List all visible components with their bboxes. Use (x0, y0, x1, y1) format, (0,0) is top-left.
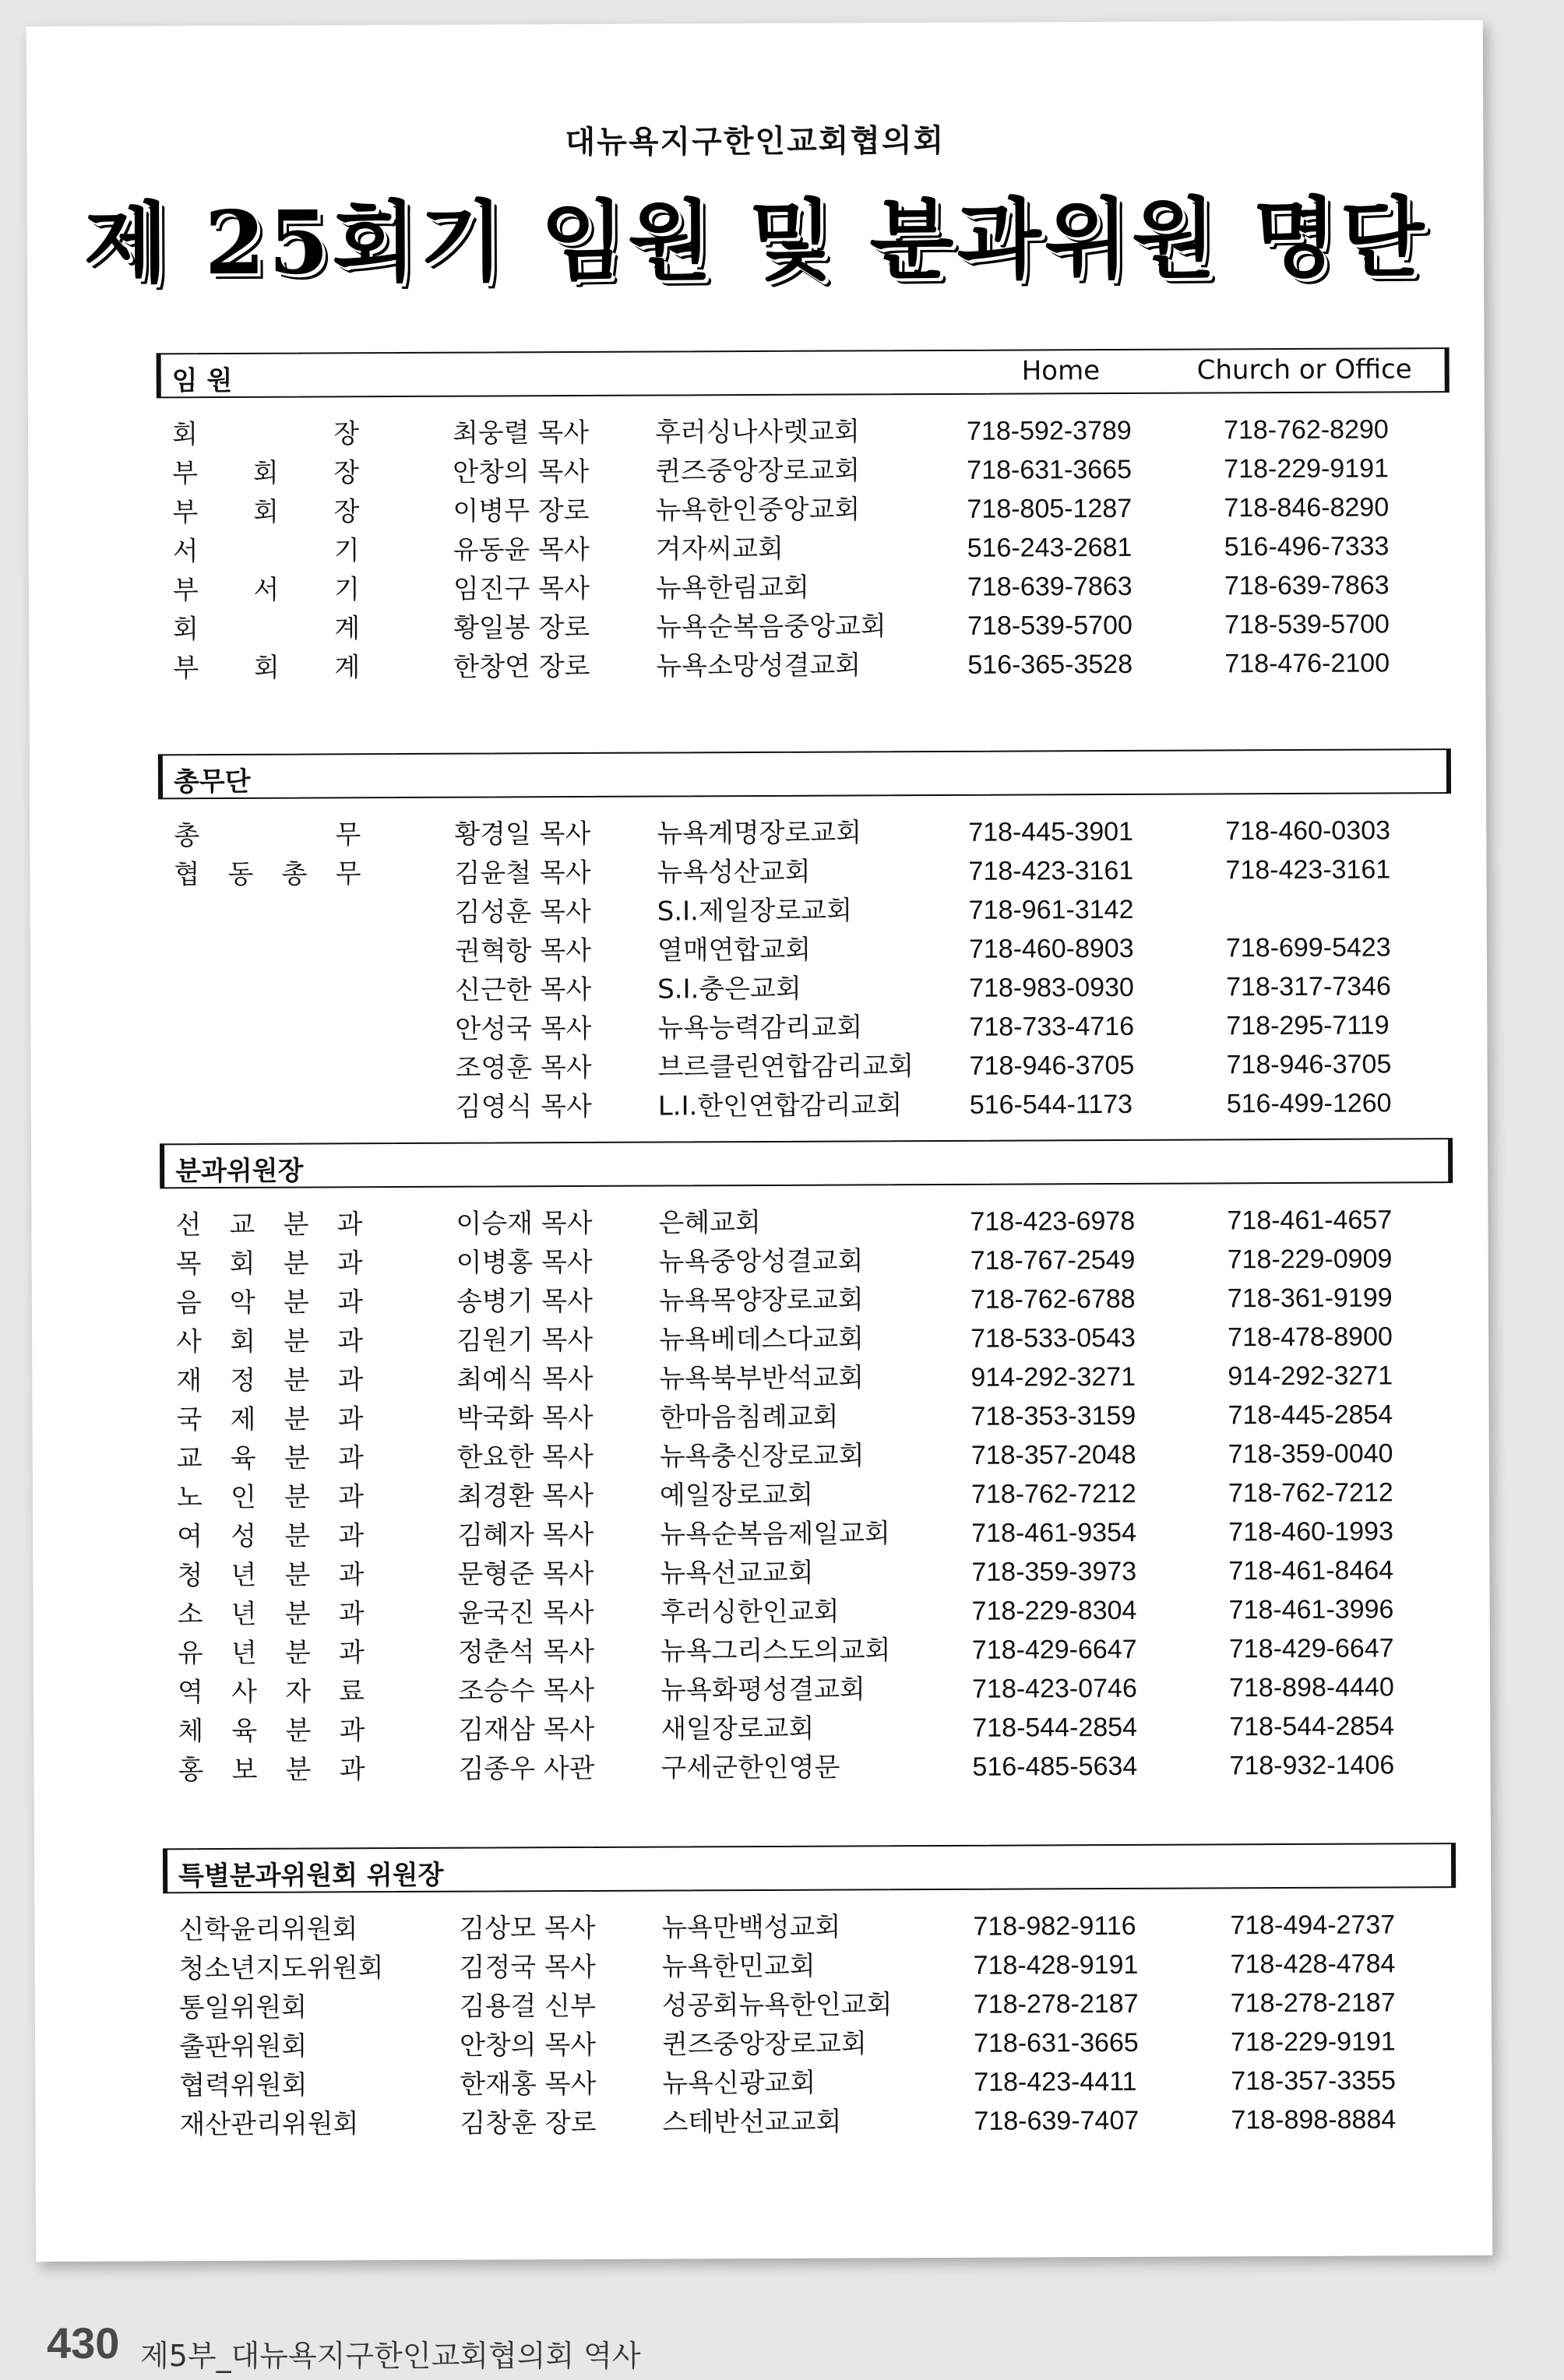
role-label (175, 1088, 362, 1089)
office-phone: 718-229-9191 (1224, 453, 1390, 484)
office-phone: 718-639-7863 (1224, 570, 1390, 601)
office-phone: 718-539-5700 (1224, 609, 1390, 640)
home-phone: 718-631-3665 (973, 2027, 1139, 2058)
office-phone: 718-428-4784 (1230, 1949, 1396, 1980)
office-phone: 718-429-6647 (1228, 1633, 1394, 1664)
table-row (160, 1278, 1453, 1322)
page-number: 430 (47, 2318, 120, 2368)
person-name: 김성훈 목사 (454, 896, 591, 928)
church-name: 퀸즈중앙장로교회 (661, 2028, 867, 2061)
person-name: 정춘석 목사 (457, 1635, 594, 1668)
table-row (162, 1745, 1455, 1790)
person-name: 김종우 사관 (458, 1752, 595, 1785)
role-label (174, 932, 361, 933)
person-name: 문형준 목사 (457, 1558, 594, 1590)
church-name: L.I.한인연합감리교회 (657, 1090, 903, 1122)
person-name: 한요한 목사 (456, 1441, 594, 1473)
office-phone: 718-494-2737 (1230, 1910, 1396, 1941)
section-3 (160, 1138, 1456, 1790)
office-phone: 718-846-8290 (1224, 492, 1390, 523)
office-phone: 718-361-9199 (1227, 1283, 1393, 1314)
role-label (174, 893, 361, 894)
church-name: 은혜교회 (658, 1206, 761, 1239)
role-label: 협 동 총 무 (174, 858, 361, 891)
role-label: 재 정 분 과 (176, 1364, 364, 1397)
office-phone: 718-946-3705 (1226, 1049, 1392, 1080)
home-phone: 718-961-3142 (968, 894, 1134, 925)
column-header-office: Church or Office (1196, 354, 1412, 386)
home-phone: 718-631-3665 (967, 454, 1132, 485)
person-name: 조영훈 목사 (455, 1051, 592, 1084)
church-name: 뉴욕순복음중앙교회 (656, 611, 886, 643)
role-label: 청소년지도위원회 (178, 1952, 384, 1985)
church-name: 뉴욕만백성교회 (661, 1911, 841, 1944)
table-row (162, 1706, 1455, 1751)
table-row (159, 889, 1452, 933)
table-row (162, 1628, 1455, 1673)
person-name: 김재삼 목사 (458, 1713, 595, 1746)
church-name: 퀸즈중앙장로교회 (655, 455, 861, 488)
church-name: 브르클린연합감리교회 (657, 1051, 914, 1083)
home-phone: 914-292-3271 (970, 1361, 1136, 1392)
role-label (174, 1049, 361, 1050)
church-name: 뉴욕화평성결교회 (660, 1674, 865, 1706)
role-label: 홍 보 분 과 (178, 1754, 365, 1787)
church-name: 구세군한인영문 (660, 1752, 840, 1784)
person-name: 조승수 목사 (457, 1674, 595, 1707)
church-name: 뉴욕계명장로교회 (657, 817, 862, 850)
section-title: 분과위원장 (175, 1155, 304, 1188)
home-phone: 718-733-4716 (969, 1011, 1135, 1042)
role-label: 부 회 장 (172, 496, 360, 529)
office-phone: 718-229-0909 (1227, 1244, 1393, 1275)
home-phone: 516-365-3528 (967, 649, 1133, 680)
table-row (158, 811, 1451, 855)
office-phone: 718-461-8464 (1228, 1555, 1394, 1586)
table-row (164, 2061, 1457, 2105)
home-phone: 718-533-0543 (970, 1322, 1136, 1354)
organization-name: 대뉴욕지구한인교회협의회 (565, 122, 946, 161)
role-label (174, 1010, 361, 1011)
table-row (159, 1044, 1452, 1089)
table-row (164, 2022, 1457, 2066)
person-name: 최예식 목사 (456, 1363, 594, 1396)
home-phone: 718-983-0930 (969, 972, 1134, 1003)
role-label: 협력위원회 (179, 2069, 308, 2102)
home-phone: 718-278-2187 (973, 1988, 1139, 2019)
table-row (160, 1083, 1453, 1128)
office-phone: 718-476-2100 (1224, 648, 1390, 679)
person-name: 임진구 목사 (453, 572, 590, 605)
person-name: 신근한 목사 (455, 973, 592, 1006)
church-name: 뉴욕충신장로교회 (659, 1440, 865, 1473)
church-name: 뉴욕선교교회 (660, 1557, 814, 1590)
section-title: 임 원 (171, 364, 233, 397)
person-name: 이병홍 목사 (456, 1246, 593, 1279)
church-name: 후러싱나사렛교회 (654, 416, 860, 449)
table-row (159, 966, 1452, 1011)
section-title: 총무단 (173, 766, 251, 798)
church-name: 뉴욕베데스다교회 (659, 1323, 864, 1356)
table-row (159, 1005, 1452, 1050)
role-label: 서 기 (172, 535, 360, 568)
person-name: 김윤철 목사 (454, 857, 591, 889)
home-phone: 718-592-3789 (966, 415, 1132, 446)
person-name: 최경환 목사 (456, 1480, 594, 1512)
person-name: 박국화 목사 (456, 1402, 594, 1435)
home-phone: 516-544-1173 (969, 1089, 1133, 1120)
church-name: 뉴욕북부반석교회 (659, 1362, 865, 1395)
church-name: 새일장로교회 (660, 1713, 815, 1745)
role-label: 신학윤리위원회 (178, 1914, 358, 1946)
church-name: 뉴욕한림교회 (655, 572, 810, 604)
home-phone: 718-423-4411 (974, 2066, 1137, 2097)
role-label: 선 교 분 과 (175, 1209, 363, 1241)
office-phone: 718-478-8900 (1228, 1322, 1393, 1353)
office-phone: 718-898-8884 (1231, 2104, 1397, 2135)
table-row (157, 488, 1450, 532)
church-name: 한마음침례교회 (659, 1401, 839, 1434)
office-phone: 718-762-8290 (1223, 414, 1389, 445)
person-name: 송병기 목사 (456, 1285, 594, 1318)
table-row (158, 850, 1451, 894)
person-name: 유동윤 목사 (453, 533, 590, 566)
office-phone: 718-229-9191 (1230, 2026, 1396, 2058)
office-phone: 718-295-7119 (1226, 1010, 1390, 1041)
table-row (161, 1473, 1454, 1517)
church-name: 뉴욕중앙성결교회 (658, 1245, 864, 1278)
home-phone: 718-460-8903 (968, 933, 1134, 964)
section-header (160, 1138, 1453, 1188)
office-phone: 718-423-3161 (1225, 854, 1391, 885)
table-row (157, 526, 1450, 571)
role-label: 역 사 자 료 (177, 1676, 365, 1709)
church-name: S.I.충은교회 (657, 973, 801, 1005)
role-label: 사 회 분 과 (176, 1326, 364, 1358)
home-phone: 718-229-8304 (971, 1595, 1137, 1626)
home-phone: 718-982-9116 (973, 1910, 1136, 1942)
section-4 (163, 1843, 1457, 2144)
table-row (160, 1395, 1453, 1439)
table-row (164, 1983, 1457, 2027)
role-label: 부 회 장 (172, 457, 360, 490)
home-phone: 718-429-6647 (971, 1634, 1137, 1665)
role-label: 회 장 (171, 418, 360, 451)
role-label: 유 년 분 과 (177, 1637, 365, 1670)
table-row (161, 1551, 1454, 1595)
home-phone: 718-544-2854 (972, 1712, 1138, 1743)
table-row (164, 1944, 1457, 1988)
person-name: 김정국 목사 (459, 1951, 596, 1984)
church-name: 겨자씨교회 (655, 533, 784, 565)
home-phone: 718-639-7407 (974, 2105, 1140, 2136)
table-row (157, 604, 1450, 649)
office-phone: 718-278-2187 (1230, 1987, 1396, 2019)
home-phone: 516-485-5634 (972, 1751, 1138, 1782)
office-phone: 718-932-1406 (1229, 1750, 1395, 1781)
role-label: 목 회 분 과 (175, 1248, 363, 1280)
office-phone: 718-445-2854 (1228, 1399, 1393, 1431)
office-phone: 718-762-7212 (1228, 1477, 1393, 1509)
page-title: 제 25회기 임원 및 분과위원 명단 (83, 187, 1428, 295)
role-label: 출판위원회 (178, 2030, 308, 2063)
role-label: 부 서 기 (172, 574, 360, 607)
person-name: 최웅렬 목사 (452, 417, 590, 449)
person-name: 김혜자 목사 (457, 1519, 594, 1551)
person-name: 김창훈 장로 (460, 2107, 597, 2139)
church-name: 후러싱한인교회 (660, 1596, 840, 1628)
home-phone: 718-423-6978 (970, 1206, 1136, 1237)
table-row (164, 2100, 1457, 2144)
role-label: 회 계 (173, 613, 361, 646)
role-label: 노 인 분 과 (176, 1481, 365, 1514)
church-name: 성공회뉴욕한인교회 (661, 1989, 893, 2022)
office-phone: 914-292-3271 (1228, 1361, 1393, 1392)
office-phone: 718-544-2854 (1229, 1711, 1395, 1742)
church-name: 예일장로교회 (659, 1479, 814, 1512)
role-label: 부 회 계 (173, 652, 361, 685)
table-row (160, 1200, 1453, 1245)
person-name: 안창의 목사 (459, 2029, 597, 2061)
person-name: 황일봉 장로 (453, 611, 590, 644)
role-label: 청 년 분 과 (177, 1559, 365, 1592)
person-name: 한창연 장로 (453, 650, 590, 683)
table-row (161, 1434, 1454, 1478)
table-row (160, 1317, 1453, 1361)
office-phone: 718-699-5423 (1225, 932, 1391, 963)
role-label (174, 971, 361, 972)
table-row (160, 1356, 1453, 1400)
role-label: 통일위원회 (178, 1991, 308, 2024)
role-label: 소 년 분 과 (177, 1598, 365, 1631)
office-phone: 516-496-7333 (1224, 531, 1390, 562)
church-name: 열매연합교회 (657, 934, 812, 966)
section-header (163, 1843, 1456, 1893)
section-title: 특별분과위원회 위원장 (178, 1859, 444, 1892)
table-row (157, 410, 1450, 454)
church-name: 뉴욕순복음제일교회 (660, 1518, 890, 1551)
table-row (163, 1905, 1456, 1949)
section-2 (158, 748, 1453, 1128)
role-label: 총 무 (174, 819, 361, 852)
person-name: 이승재 목사 (456, 1207, 593, 1240)
person-name: 김영식 목사 (455, 1090, 592, 1123)
table-row (157, 643, 1450, 688)
column-header-home: Home (1021, 355, 1101, 387)
home-phone: 718-805-1287 (967, 493, 1132, 524)
person-name: 김원기 목사 (456, 1324, 594, 1357)
office-phone: 718-461-3996 (1228, 1594, 1394, 1625)
role-label: 여 성 분 과 (177, 1520, 365, 1553)
role-label: 교 육 분 과 (176, 1442, 364, 1475)
table-row (162, 1667, 1455, 1712)
home-phone: 718-762-7212 (970, 1478, 1136, 1509)
document-page (26, 20, 1493, 2262)
home-phone: 718-946-3705 (969, 1050, 1135, 1081)
church-name: 뉴욕능력감리교회 (657, 1012, 863, 1044)
office-phone: 718-461-4657 (1227, 1205, 1393, 1236)
home-phone: 718-357-2048 (970, 1439, 1136, 1470)
role-label: 음 악 분 과 (175, 1287, 363, 1319)
home-phone: 718-359-3973 (971, 1556, 1137, 1587)
section-header (158, 748, 1451, 799)
person-name: 김상모 목사 (459, 1912, 596, 1945)
home-phone: 718-428-9191 (973, 1949, 1139, 1980)
home-phone: 718-767-2549 (970, 1245, 1136, 1276)
home-phone: 718-639-7863 (967, 571, 1132, 602)
home-phone: 516-243-2681 (967, 532, 1132, 563)
person-name: 권혁항 목사 (454, 935, 592, 967)
role-label: 체 육 분 과 (178, 1715, 365, 1748)
church-name: 뉴욕한민교회 (661, 1950, 815, 1983)
church-name: 뉴욕한인중앙교회 (655, 494, 861, 526)
home-phone: 718-423-3161 (968, 855, 1134, 886)
church-name: 뉴욕신광교회 (662, 2067, 816, 2100)
office-phone: 718-460-0303 (1225, 815, 1391, 847)
church-name: 스테반선교교회 (662, 2106, 842, 2139)
office-phone: 718-460-1993 (1228, 1516, 1394, 1547)
office-phone: 718-357-3355 (1231, 2065, 1397, 2097)
footer-title: 제5부_대뉴욕지구한인교회협의회 역사 (140, 2339, 641, 2373)
home-phone: 718-762-6788 (970, 1283, 1136, 1315)
section-1 (157, 347, 1451, 688)
person-name: 황경일 목사 (454, 818, 591, 850)
home-phone: 718-353-3159 (970, 1400, 1136, 1431)
office-phone: 718-317-7346 (1226, 971, 1391, 1002)
table-row (160, 1239, 1453, 1283)
office-phone: 516-499-1260 (1226, 1088, 1392, 1119)
church-name: 뉴욕그리스도의교회 (660, 1635, 891, 1667)
home-phone: 718-423-0746 (971, 1673, 1137, 1704)
church-name: 뉴욕성산교회 (657, 856, 811, 889)
person-name: 한재홍 목사 (460, 2068, 597, 2100)
office-phone: 718-359-0040 (1228, 1438, 1393, 1470)
church-name: S.I.제일장로교회 (657, 895, 853, 928)
home-phone: 718-445-3901 (968, 816, 1134, 847)
role-label: 재산관리위원회 (179, 2108, 359, 2141)
home-phone: 718-539-5700 (967, 610, 1132, 641)
church-name: 뉴욕목양장로교회 (658, 1284, 864, 1317)
person-name: 안성국 목사 (455, 1012, 592, 1045)
person-name: 이병무 장로 (453, 495, 590, 527)
table-row (162, 1590, 1455, 1634)
role-label: 국 제 분 과 (176, 1403, 364, 1436)
table-row (161, 1512, 1454, 1556)
person-name: 안창의 목사 (453, 456, 590, 488)
person-name: 윤국진 목사 (457, 1597, 594, 1629)
table-row (159, 928, 1452, 972)
home-phone: 718-461-9354 (971, 1517, 1137, 1548)
table-row (157, 565, 1450, 610)
church-name: 뉴욕소망성결교회 (656, 650, 861, 682)
person-name: 김용걸 신부 (459, 1990, 596, 2023)
section-header (157, 347, 1450, 398)
office-phone: 718-898-4440 (1228, 1672, 1394, 1703)
table-row (157, 449, 1450, 493)
